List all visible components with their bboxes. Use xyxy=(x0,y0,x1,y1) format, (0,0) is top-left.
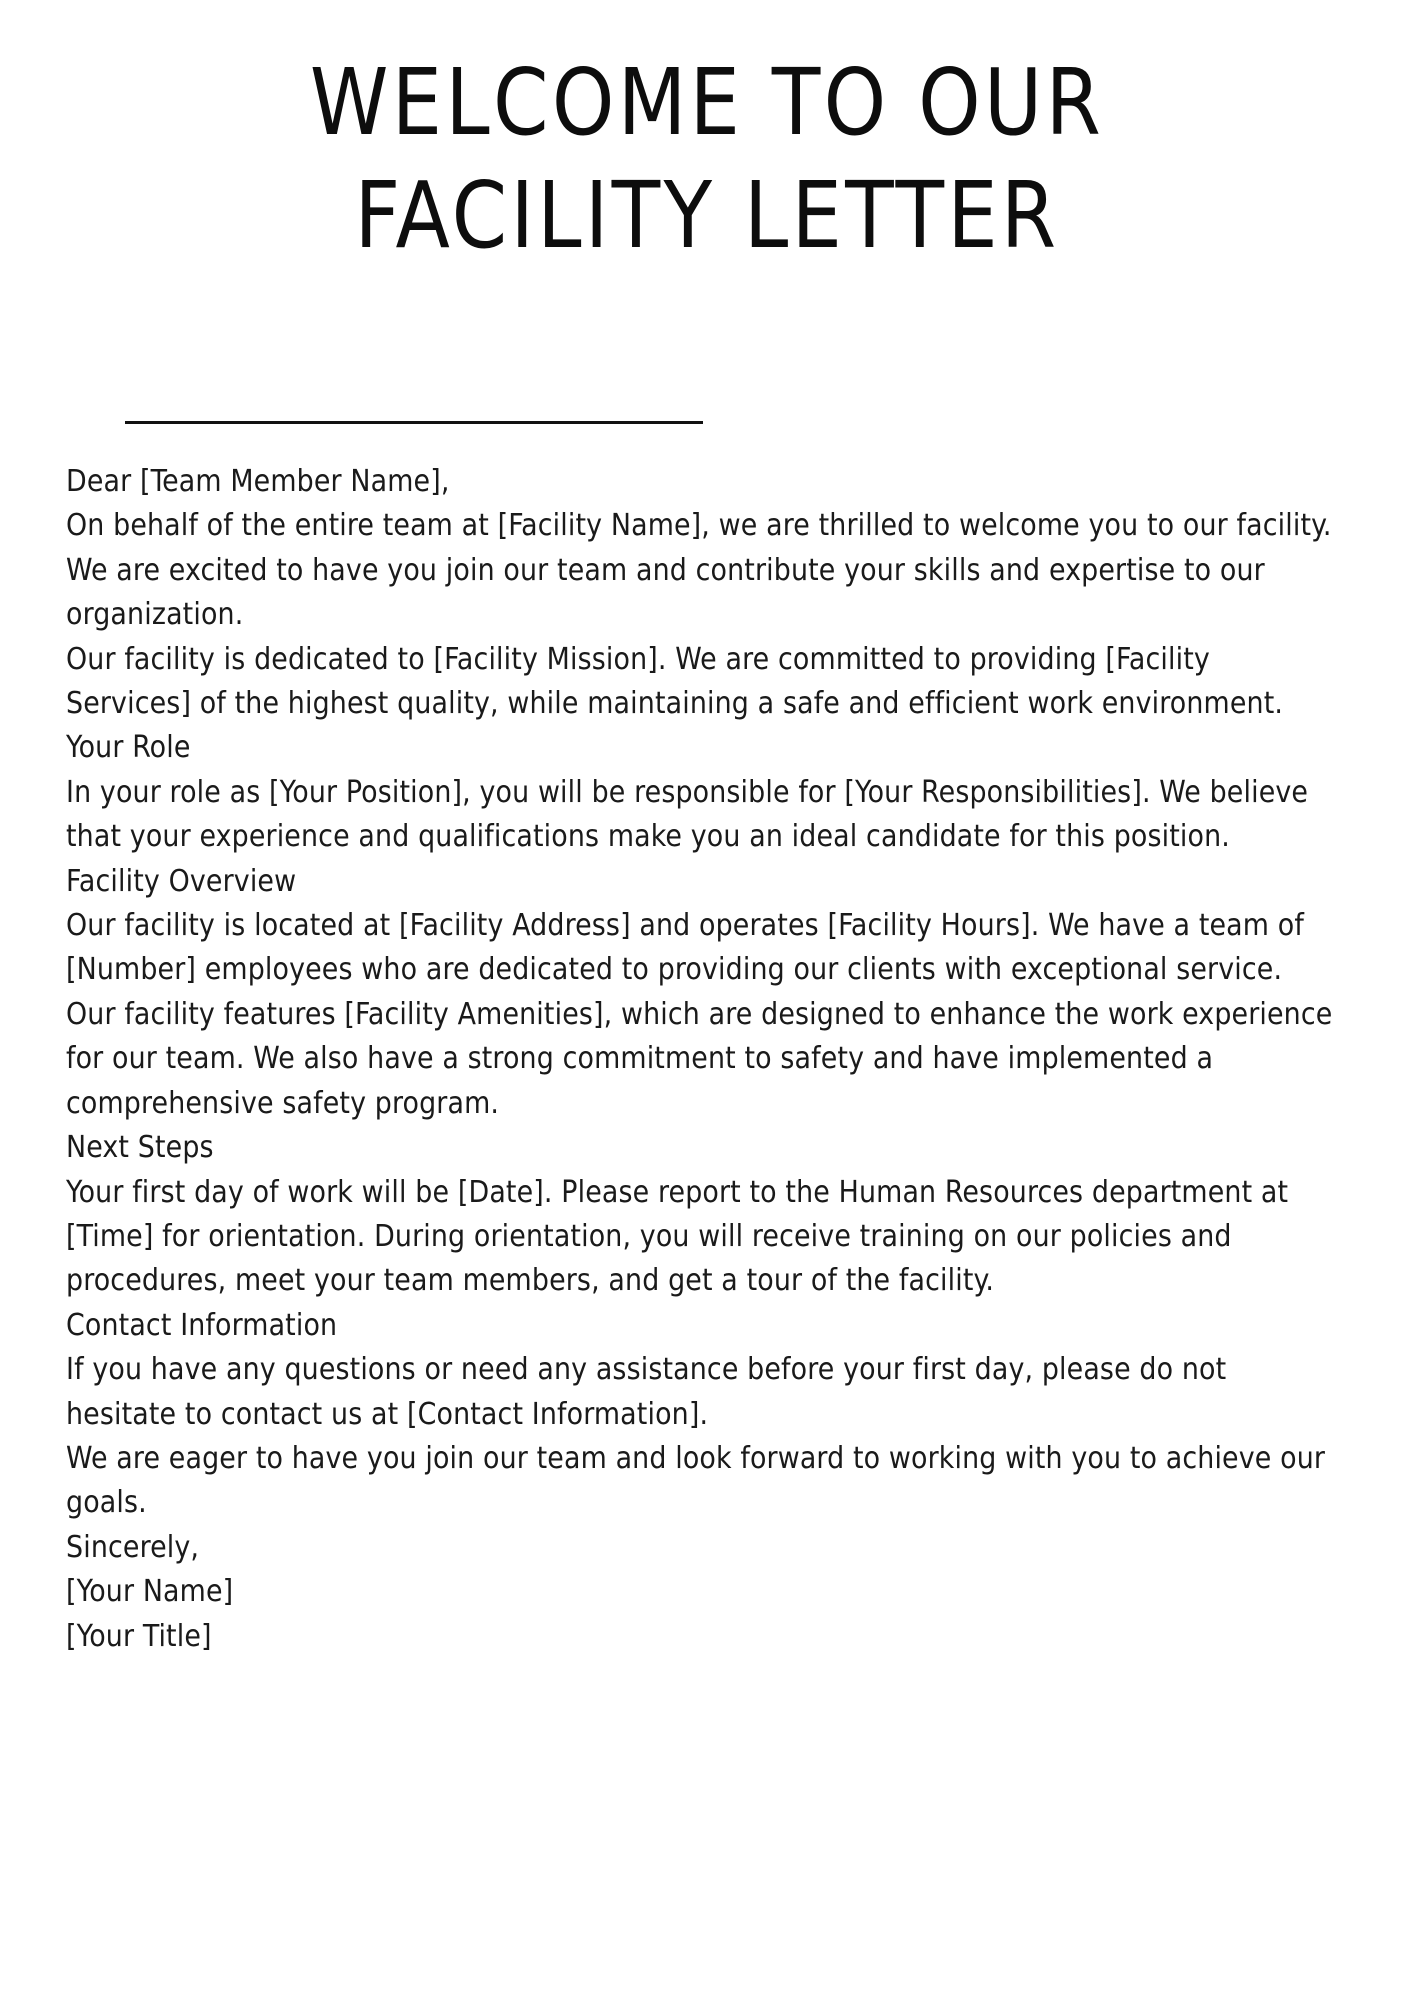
letter-body-line: Our facility is located at [Facility Address] and operates [Facility Hours]. We have a team of xyxy=(66,908,1304,944)
letter-signoff-salutation: Sincerely, xyxy=(66,1529,200,1565)
title-divider-rule xyxy=(125,421,703,424)
letter-body-line: On behalf of the entire team at [Facility Name], we are thrilled to welcome you to our facility. xyxy=(66,508,1332,544)
letter-section-heading-contact-information: Contact Information xyxy=(66,1307,338,1343)
letter-section-heading-facility-overview: Facility Overview xyxy=(66,863,297,899)
letter-section-heading-next-steps: Next Steps xyxy=(66,1130,214,1166)
letter-body-line: hesitate to contact us at [Contact Information]. xyxy=(66,1396,709,1432)
letter-body-line: procedures, meet your team members, and get a tour of the facility. xyxy=(66,1263,994,1299)
letter-body-line: [Number] employees who are dedicated to providing our clients with exceptional service. xyxy=(66,952,1283,988)
letter-body-line: We are excited to have you join our team and contribute your skills and expertise to our xyxy=(66,552,1265,588)
letter-body-line: In your role as [Your Position], you will be responsible for [Your Responsibilities]. We believe xyxy=(66,774,1309,810)
letter-body-line: that your experience and qualifications make you an ideal candidate for this position. xyxy=(66,819,1230,855)
letter-body-line: Services] of the highest quality, while maintaining a safe and efficient work environment. xyxy=(66,686,1284,722)
page-title-line-1: WELCOME TO OUR xyxy=(309,49,1105,156)
letter-body-line: If you have any questions or need any assistance before your first day, please do not xyxy=(66,1352,1227,1388)
letter-signoff-name: [Your Name] xyxy=(66,1574,234,1610)
letter-body-line: organization. xyxy=(66,597,244,633)
letter-signoff-title: [Your Title] xyxy=(66,1618,212,1654)
letter-body-line: We are eager to have you join our team and look forward to working with you to achieve our xyxy=(66,1440,1326,1476)
letter-body-line: Dear [Team Member Name], xyxy=(66,464,450,499)
letter-body-line: Your first day of work will be [Date]. Please report to the Human Resources department at xyxy=(66,1174,1289,1210)
letter-body-line: Our facility is dedicated to [Facility Mission]. We are committed to providing [Facility xyxy=(66,641,1210,677)
letter-section-heading-your-role: Your Role xyxy=(66,730,191,766)
letter-body xyxy=(66,460,1333,1659)
letter-body-line: comprehensive safety program. xyxy=(66,1085,500,1121)
letter-body-line: for our team. We also have a strong commitment to safety and have implemented a xyxy=(66,1041,1214,1077)
letter-body-line: goals. xyxy=(66,1485,147,1521)
page-title-line-2: FACILITY LETTER xyxy=(354,162,1060,269)
page-title xyxy=(0,46,1414,272)
letter-body-line: [Time] for orientation. During orientation, you will receive training on our policies and xyxy=(66,1218,1232,1254)
letter-body-line: Our facility features [Facility Amenities], which are designed to enhance the work experience xyxy=(66,996,1333,1032)
